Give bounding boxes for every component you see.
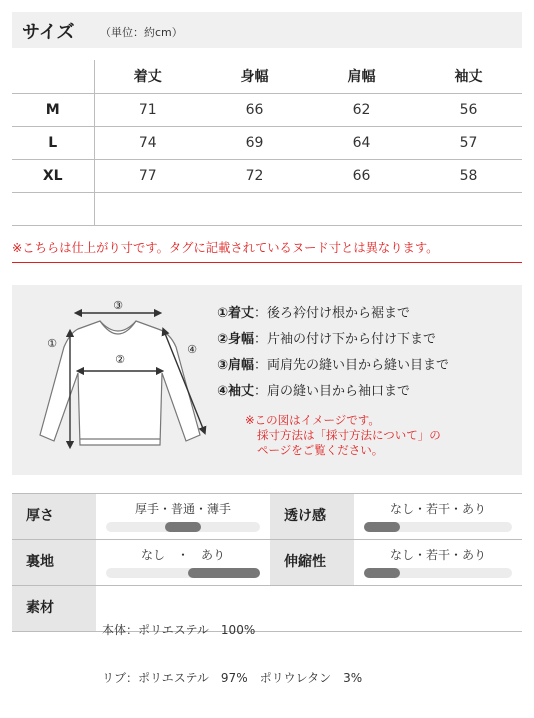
table-cell: 66 [308,159,415,192]
stretch-track [364,568,512,578]
table-cell: 71 [94,93,201,126]
lining-label: 裏地 [12,540,96,585]
table-row-empty [12,192,522,225]
sheerness-label: 透け感 [270,494,354,539]
size-label-empty [12,192,94,225]
stretch-label: 伸縮性 [270,540,354,585]
legend-item-shoulder [217,353,449,379]
lining-indicator [188,568,260,578]
stretch-indicator [364,568,400,578]
spec-row-lining-stretch [12,540,522,586]
sheerness-track [364,522,512,532]
size-table-corner [12,60,94,93]
marker-4: ④ [187,343,197,356]
legend-term: 袖丈 [228,384,255,399]
material-text [102,590,362,718]
table-cell: 72 [201,159,308,192]
size-table [12,60,522,226]
thickness-indicator [165,522,201,532]
material-line: リブ：ポリエステル 97% ポリウレタン 3% [102,671,363,685]
table-cell: 64 [308,126,415,159]
marker-1: ① [47,337,57,350]
table-cell-empty [308,192,415,225]
thickness-label: 厚さ [12,494,96,539]
table-cell: 56 [415,93,522,126]
table-row [12,159,522,192]
legend-item-length [217,301,449,327]
legend-desc: ：両肩先の縫い目から縫い目まで [254,358,450,373]
thickness-scale [96,494,270,539]
thickness-track [106,522,260,532]
legend-num: ② [217,332,229,347]
legend-desc: ：後ろ衿付け根から裾まで [254,306,411,321]
table-cell: 74 [94,126,201,159]
note-line: 採寸方法は「採寸方法について」の [257,428,441,442]
marker-3: ③ [113,299,123,312]
table-cell: 66 [201,93,308,126]
size-label: M [12,93,94,126]
size-header [12,12,522,48]
spec-row-material [12,586,522,685]
legend-desc: ：肩の縫い目から袖口まで [254,384,411,399]
table-cell: 69 [201,126,308,159]
stretch-scale-text: なし・若干・あり [389,548,486,562]
note-line: ページをご覧ください。 [257,443,384,457]
table-cell: 58 [415,159,522,192]
size-label: L [12,126,94,159]
table-cell-empty [94,192,201,225]
size-unit: （単位：約cm） [100,26,183,39]
note-line: ※この図はイメージです。 [245,413,380,427]
legend-num: ④ [217,384,229,399]
table-row [12,93,522,126]
size-title: サイズ [22,22,75,43]
legend-num: ③ [217,358,229,373]
col-header-shoulder: 肩幅 [308,60,415,93]
table-cell-empty [201,192,308,225]
size-label: XL [12,159,94,192]
table-cell: 57 [415,126,522,159]
material-label: 素材 [12,586,96,631]
table-cell-empty [415,192,522,225]
col-header-width: 身幅 [201,60,308,93]
legend-term: 着丈 [228,306,255,321]
legend-num: ① [217,306,229,321]
sweater-illustration [30,295,210,467]
finished-size-notice: ※こちらは仕上がり寸です。タグに記載されているヌード寸とは異なります。 [12,238,522,263]
col-header-sleeve: 袖丈 [415,60,522,93]
marker-2: ② [115,353,125,366]
legend-desc: ：片袖の付け下から付け下まで [254,332,437,347]
lining-track [106,568,260,578]
lining-scale-text: なし ・ あり [140,548,225,562]
legend-item-sleeve [217,379,449,405]
legend-item-width [217,327,449,353]
size-table-header-row [12,60,522,93]
table-cell: 62 [308,93,415,126]
table-cell: 77 [94,159,201,192]
thickness-scale-text: 厚手・普通・薄手 [134,502,231,516]
spec-row-thickness-sheerness [12,494,522,540]
spec-table [12,493,522,685]
sheerness-scale-text: なし・若干・あり [389,502,486,516]
legend-term: 身幅 [228,332,255,347]
sweater-outline [40,321,200,445]
sheerness-indicator [364,522,400,532]
measurement-diagram [12,285,522,475]
diagram-note [245,413,441,458]
table-row [12,126,522,159]
col-header-length: 着丈 [94,60,201,93]
measurement-legend [217,301,449,405]
legend-term: 肩幅 [228,358,255,373]
lining-scale [96,540,270,585]
stretch-scale [354,540,522,585]
sheerness-scale [354,494,522,539]
material-line: 本体：ポリエステル 100% [102,623,256,637]
